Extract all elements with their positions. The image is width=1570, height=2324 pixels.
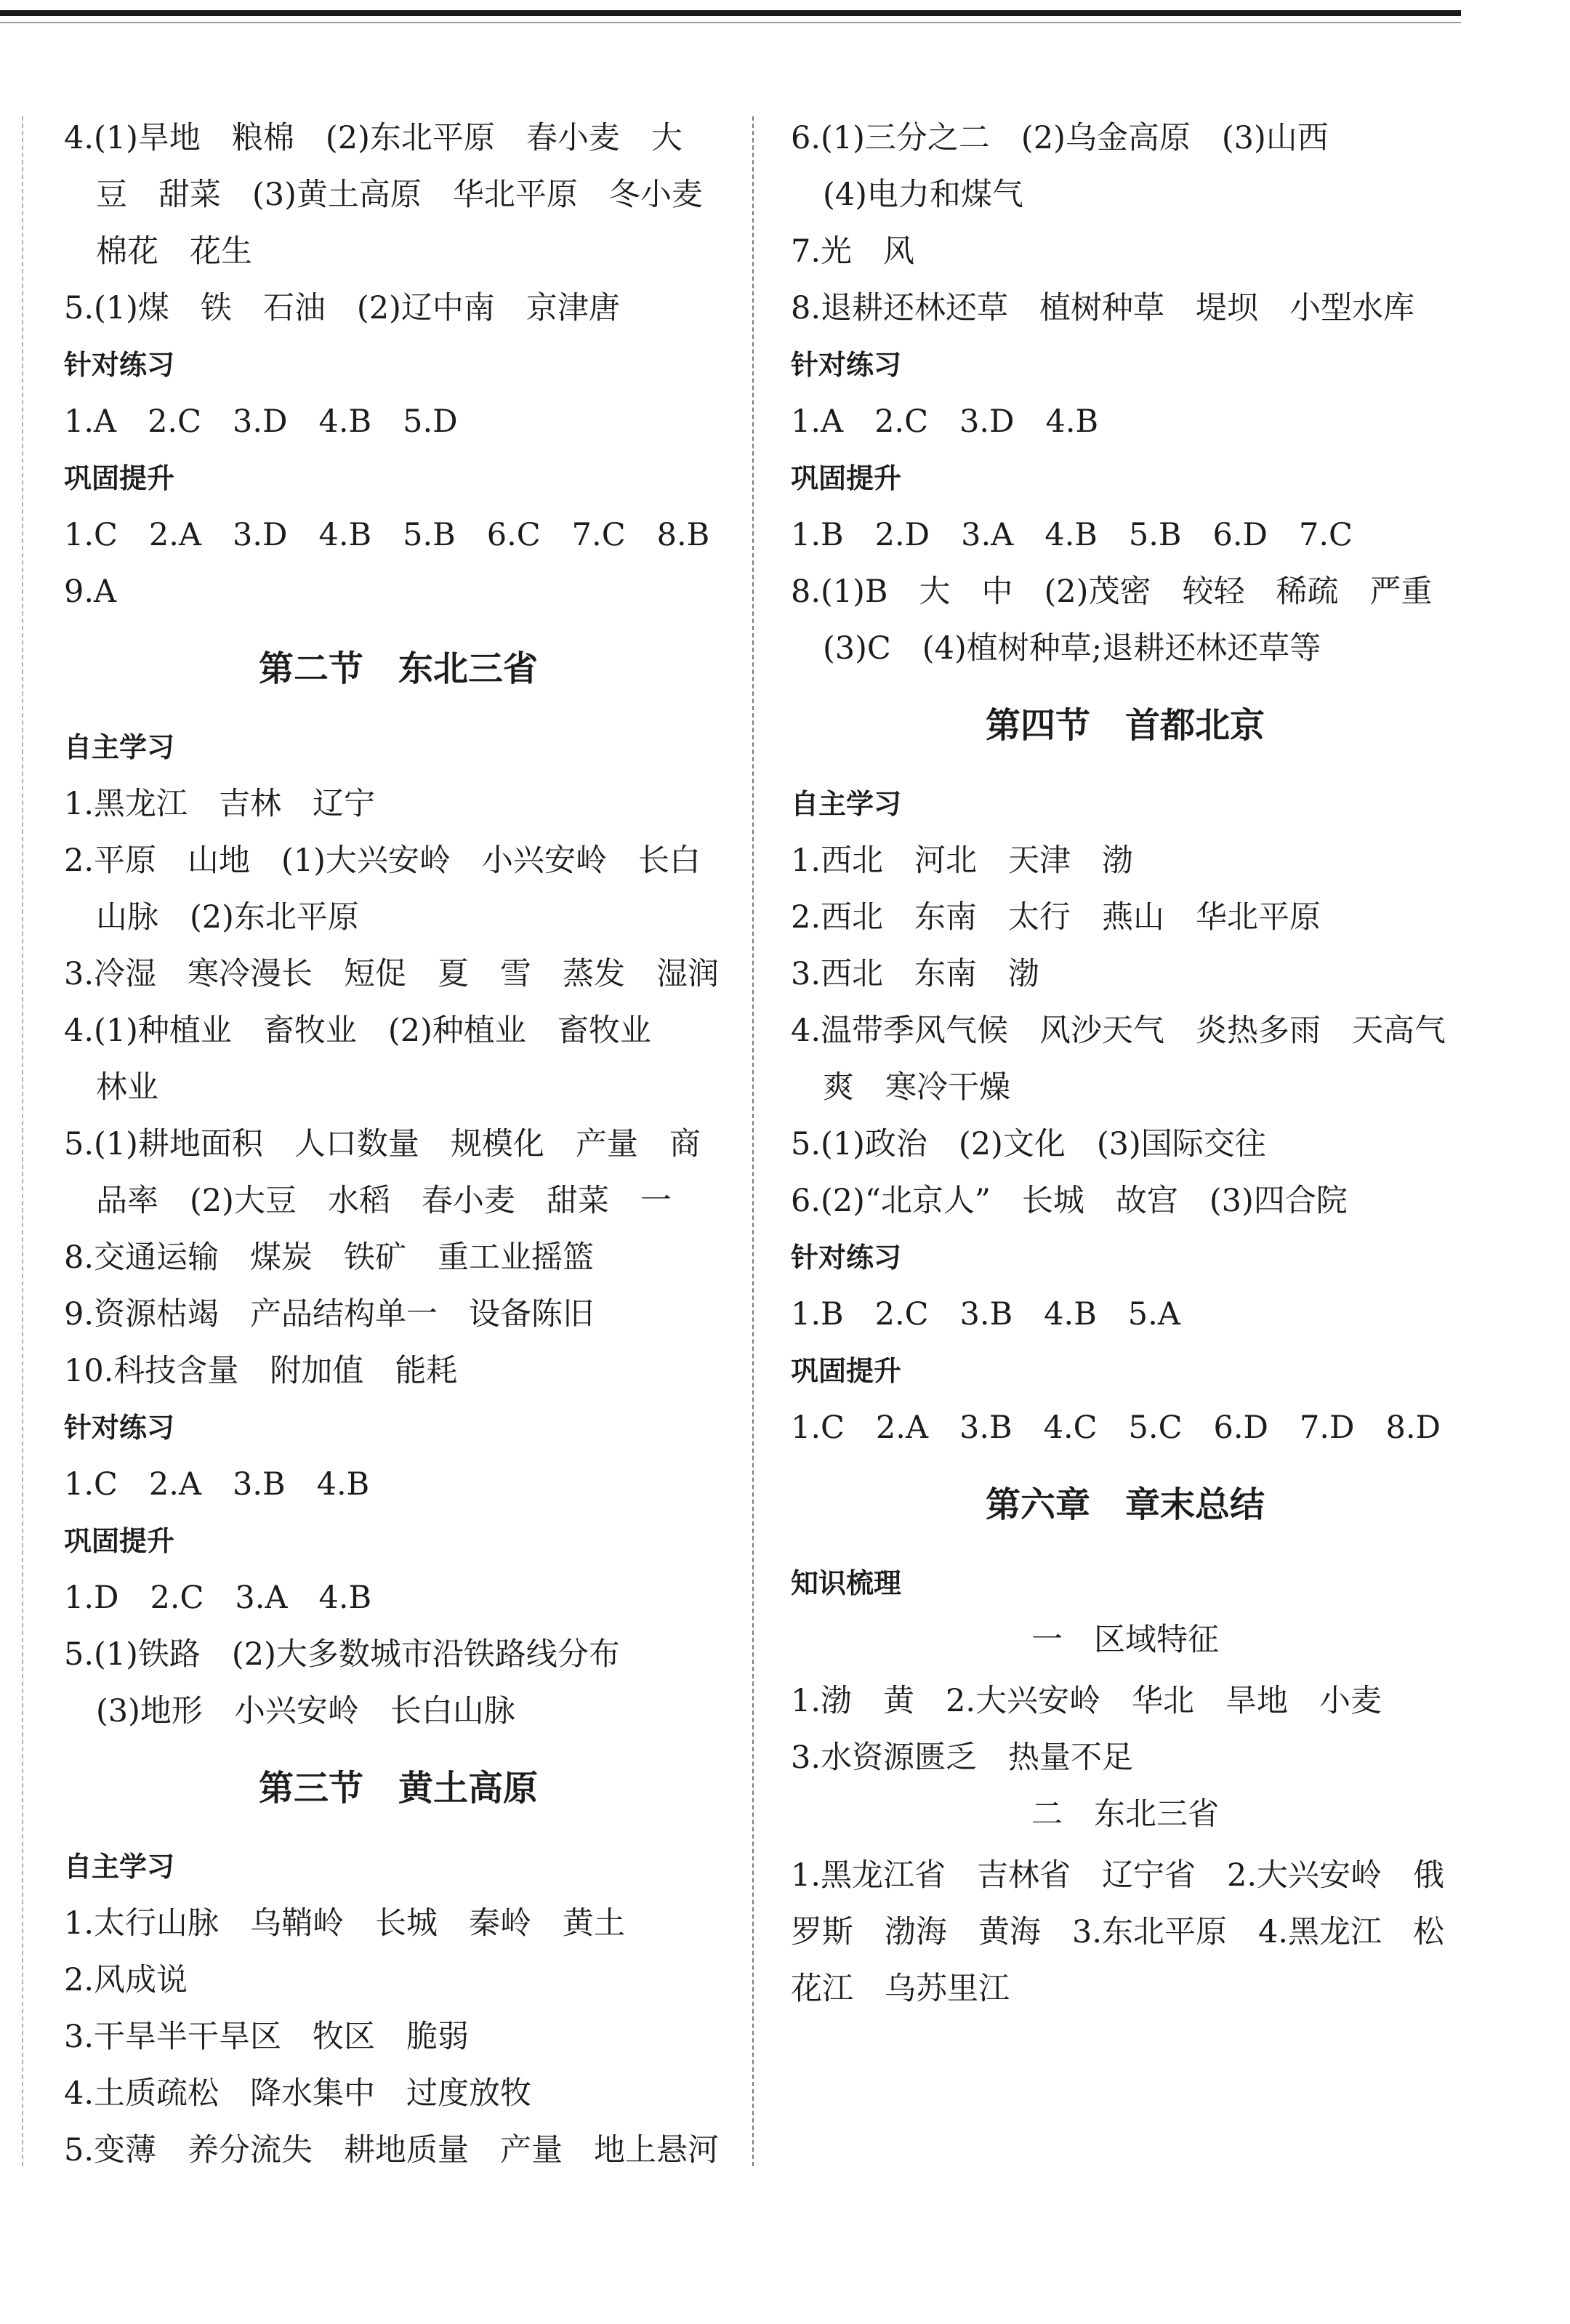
answer-line: 5.(1)煤 铁 石油 (2)辽中南 京津唐 [64,290,620,326]
exercise-heading: 针对练习 [64,1412,175,1444]
answer-line: 3.西北 东南 渤 [791,956,1040,992]
topic-subheading: 一 区域特征 [1031,1622,1219,1658]
answer-line: 4.温带季风气候 风沙天气 炎热多雨 天高气 [791,1013,1446,1049]
answer-line: 4.土质疏松 降水集中 过度放牧 [64,2075,532,2112]
column-divider [752,116,754,2166]
answer-line: 3.水资源匮乏 热量不足 [791,1740,1134,1776]
exercise-heading: 针对练习 [791,349,902,381]
section-title: 第二节 东北三省 [258,648,538,689]
answer-line: 1.A 2.C 3.D 4.B 5.D [64,403,458,440]
page-edge-line [22,116,23,2166]
answer-line: 8.(1)B 大 中 (2)茂密 较轻 稀疏 严重 [791,574,1433,610]
answer-line: 6.(1)三分之二 (2)乌金高原 (3)山西 [791,120,1329,156]
answer-line: 1.C 2.A 3.D 4.B 5.B 6.C 7.C 8.B [64,517,710,553]
answer-line: 1.西北 河北 天津 渤 [791,843,1134,879]
exercise-heading: 自主学习 [791,788,902,820]
answer-line: 1.B 2.D 3.A 4.B 5.B 6.D 7.C [791,517,1353,553]
answer-line: 2.风成说 [64,1962,188,1998]
exercise-heading: 针对练习 [64,349,175,381]
answer-line: 2.平原 山地 (1)大兴安岭 小兴安岭 长白 [64,843,701,879]
answer-line-continued: 山脉 (2)东北平原 [96,899,359,936]
answer-line-continued: (3)地形 小兴安岭 长白山脉 [96,1693,515,1729]
exercise-heading: 巩固提升 [64,462,175,494]
answer-line: 3.冷湿 寒冷漫长 短促 夏 雪 蒸发 湿润 [64,956,720,992]
answer-line-continued: (4)电力和煤气 [823,177,1023,213]
answer-line-continued: 豆 甜菜 (3)黄土高原 华北平原 冬小麦 [96,177,703,213]
exercise-heading: 自主学习 [64,731,175,763]
answer-line: 5.(1)耕地面积 人口数量 规模化 产量 商 [64,1126,701,1162]
answer-line: 9.资源枯竭 产品结构单一 设备陈旧 [64,1296,595,1332]
right-column [791,116,1460,2024]
answer-line: 5.(1)铁路 (2)大多数城市沿铁路线分布 [64,1636,620,1673]
answer-line: 1.太行山脉 乌鞘岭 长城 秦岭 黄土 [64,1905,626,1942]
exercise-heading: 巩固提升 [64,1525,175,1557]
exercise-heading: 自主学习 [64,1851,175,1883]
answer-line: 6.(2)“北京人” 长城 故宫 (3)四合院 [791,1183,1348,1219]
exercise-heading: 巩固提升 [791,462,902,494]
answer-line: 1.D 2.C 3.A 4.B [64,1580,372,1616]
answer-line: 1.B 2.C 3.B 4.B 5.A [791,1296,1180,1332]
answer-line: 1.A 2.C 3.D 4.B [791,403,1099,440]
answer-line-continued: 爽 寒冷干燥 [823,1069,1010,1106]
answer-line: 1.渤 黄 2.大兴安岭 华北 旱地 小麦 [791,1683,1382,1719]
answer-line: 1.C 2.A 3.B 4.B [64,1466,370,1503]
answer-line-continued: (3)C (4)植树种草;退耕还林还草等 [823,630,1321,667]
answer-line: 1.黑龙江省 吉林省 辽宁省 2.大兴安岭 俄 [791,1857,1445,1894]
topic-subheading: 二 东北三省 [1031,1796,1219,1833]
section-title: 第四节 首都北京 [985,705,1265,746]
top-rule [0,10,1461,16]
answer-line: 8.退耕还林还草 植树种草 堤坝 小型水库 [791,290,1415,326]
answer-line: 1.C 2.A 3.B 4.C 5.C 6.D 7.D 8.D [791,1410,1441,1446]
answer-line: 4.(1)旱地 粮棉 (2)东北平原 春小麦 大 [64,120,683,156]
answer-line: 9.A [64,574,117,610]
top-rule-thin [0,22,1461,23]
left-column [64,116,733,2185]
section-title: 第三节 黄土高原 [258,1768,538,1809]
answer-line: 花江 乌苏里江 [791,1971,1010,2007]
answer-line-continued: 棉花 花生 [96,233,252,270]
exercise-heading: 针对练习 [791,1242,902,1274]
answer-line: 4.(1)种植业 畜牧业 (2)种植业 畜牧业 [64,1013,651,1049]
answer-line: 10.科技含量 附加值 能耗 [64,1353,458,1389]
answer-line: 7.光 风 [791,233,915,270]
answer-line: 3.干旱半干旱区 牧区 脆弱 [64,2019,470,2055]
answer-line-continued: 林业 [96,1069,158,1106]
section-title: 第六章 章末总结 [985,1484,1265,1525]
answer-line: 2.西北 东南 太行 燕山 华北平原 [791,899,1321,936]
exercise-heading: 巩固提升 [791,1355,902,1387]
exercise-heading: 知识梳理 [791,1567,902,1599]
answer-line-continued: 品率 (2)大豆 水稻 春小麦 甜菜 一 [96,1183,672,1219]
answer-line: 1.黑龙江 吉林 辽宁 [64,786,376,822]
answer-line: 5.(1)政治 (2)文化 (3)国际交往 [791,1126,1266,1162]
answer-line: 5.变薄 养分流失 耕地质量 产量 地上悬河 [64,2132,720,2168]
answer-line: 罗斯 渤海 黄海 3.东北平原 4.黑龙江 松 [791,1914,1445,1950]
answer-line: 8.交通运输 煤炭 铁矿 重工业摇篮 [64,1239,595,1276]
